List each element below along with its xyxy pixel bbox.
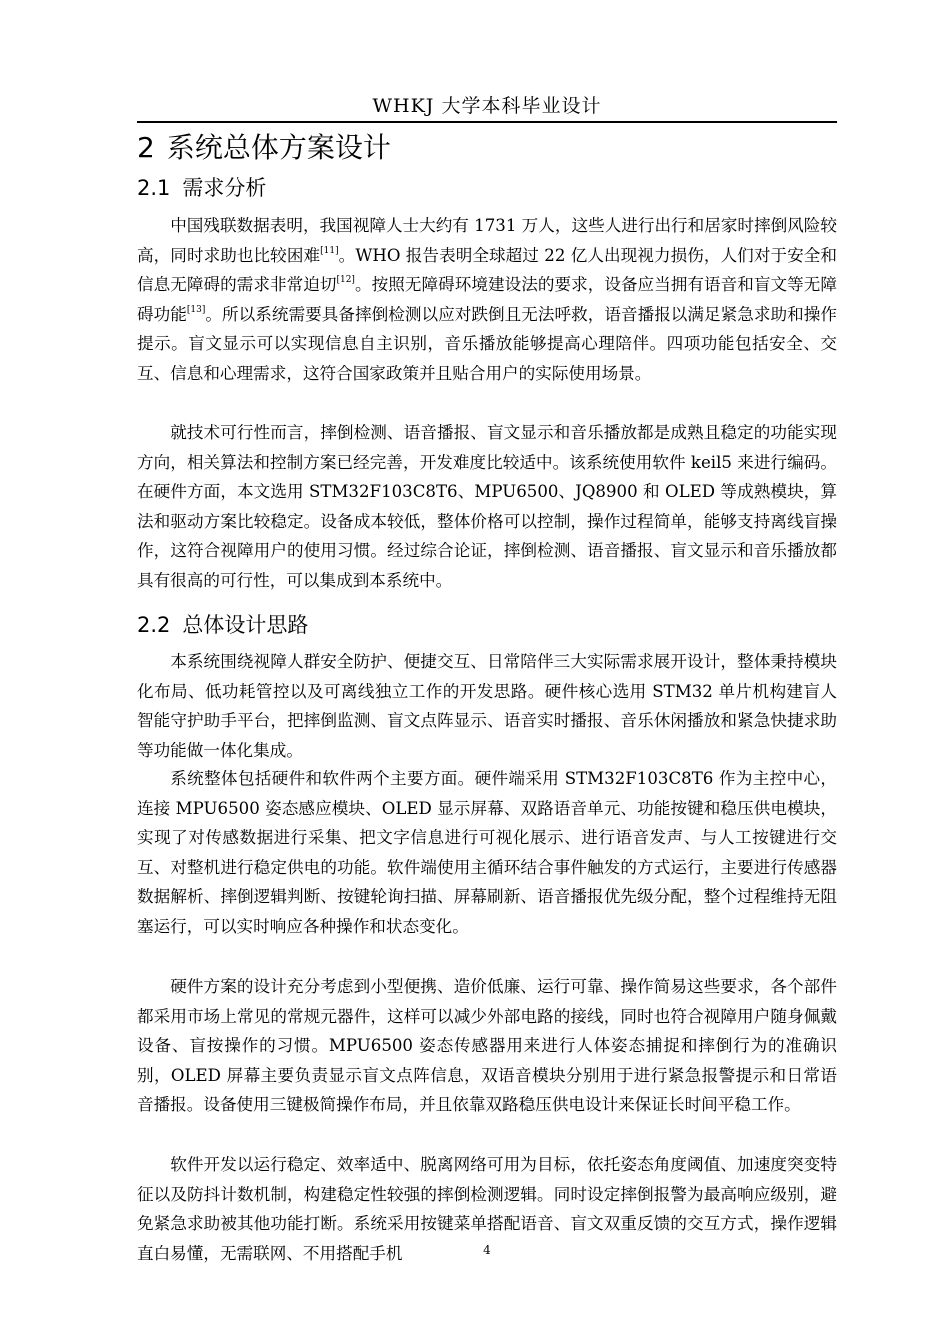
section-number: 2.2 xyxy=(137,613,171,637)
paragraph-2-1-1 xyxy=(137,211,837,388)
header-rule xyxy=(137,121,837,123)
section-heading-2-1 xyxy=(137,172,837,204)
paragraph-text: 。 xyxy=(338,245,356,265)
paragraph-text: 中国残联数据表明，我国视障人士大约有 1731 万人，这些人进行出行和居家时摔倒风险较高，同时求助也比较困难 xyxy=(137,216,837,265)
citation-ref: [12] xyxy=(336,275,355,285)
chapter-title: 系统总体方案设计 xyxy=(166,131,391,164)
paragraph-text: 。按照无障碍环境建设法的要求，设备应当拥有语音和盲文等无障碍功能 xyxy=(137,275,837,324)
chapter-heading xyxy=(137,128,837,168)
citation-ref: [11] xyxy=(320,245,339,256)
paragraph-2-2-4: 软件开发以运行稳定、效率适中、脱离网络可用为目标，依托姿态角度阈值、加速度突变特征以及防抖计数机制，构建稳定性较强的摔倒检测逻辑。同时设定摔倒报警为最高响应级别，避免紧急求助被其他功能打断。系统采用按键菜单搭配语音、盲文双重反馈的交互方式，操作逻辑直白易懂，无需联网、不用搭配手机 xyxy=(137,1155,837,1263)
section-heading-2-2 xyxy=(137,609,837,641)
section-title: 总体设计思路 xyxy=(182,613,309,637)
paragraph-2-2-3: 硬件方案的设计充分考虑到小型便携、造价低廉、运行可靠、操作简易这些要求，各个部件都采用市场上常见的常规元器件，这样可以减少外部电路的接线，同时也符合视障用户随身佩戴设备、盲按操作的习惯。MPU6500 姿态传感器用来进行人体姿态捕捉和摔倒行为的准确识别，OLED 屏幕主要负责显示盲文点阵信息，双语音模块分别用于进行紧急报警提示和日常语音播报。设备使用三键极简操作布局，并且依靠双路稳压供电设计来保证长时间平稳工作。 xyxy=(137,977,837,1114)
paragraph-2-1-2: 就技术可行性而言，摔倒检测、语音播报、盲文显示和音乐播放都是成熟且稳定的功能实现方向，相关算法和控制方案已经完善，开发难度比较适中。该系统使用软件 keil5 来进行编码。在硬件方面，本文选用 STM32F103C8T6、MPU6500、JQ8900 和 OLED 等成熟模块，算法和驱动方案比较稳定。设备成本较低，整体价格可以控制，操作过程简单，能够支持离线盲操作，这符合视障用户的使用习惯。经过综合论证，摔倒检测、语音播报、盲文显示和音乐播放都具有很高的可行性，可以集成到本系统中。 xyxy=(137,423,837,590)
paragraph-2-2-2: 系统整体包括硬件和软件两个主要方面。硬件端采用 STM32F103C8T6 作为主控中心，连接 MPU6500 姿态感应模块、OLED 显示屏幕、双路语音单元、功能按键和稳压供电模块，实现了对传感数据进行采集、把文字信息进行可视化展示、进行语音发声、与人工按键进行交互、对整机进行稳定供电的功能。软件端使用主循环结合事件触发的方式运行，主要进行传感器数据解析、摔倒逻辑判断、按键轮询扫描、屏幕刷新、语音播报优先级分配，整个过程维持无阻塞运行，可以实时响应各种操作和状态变化。 xyxy=(137,769,837,936)
chapter-number: 2 xyxy=(137,131,155,164)
citation-ref: [13] xyxy=(186,304,206,315)
running-header: WHKJ 大学本科毕业设计 xyxy=(372,95,602,117)
section-number: 2.1 xyxy=(137,176,171,200)
paragraph-2-2-1: 本系统围绕视障人群安全防护、便捷交互、日常陪伴三大实际需求展开设计，整体秉持模块化布局、低功耗管控以及可离线独立工作的开发思路。硬件核心选用 STM32 单片机构建盲人智能守护助手平台，把摔倒监测、盲文点阵显示、语音实时播报、音乐休闲播放和紧急快捷求助等功能做一体化集成。 xyxy=(137,652,837,760)
paragraph-text: 。所以系统需要具备摔倒检测以应对跌倒且无法呼救，语音播报以满足紧急求助和操作提示。盲文显示可以实现信息自主识别，音乐播放能够提高心理陪伴。四项功能包括安全、交互、信息和心理需求，这符合国家政策并且贴合用户的实际使用场景。 xyxy=(137,304,838,383)
page-number: 4 xyxy=(483,1243,491,1257)
paragraph-text: WHO 报告表明全球超过 22 亿人出现视力损伤，人们对于安全和信息无障碍的需求非常迫切 xyxy=(137,245,838,294)
section-title: 需求分析 xyxy=(182,176,267,200)
